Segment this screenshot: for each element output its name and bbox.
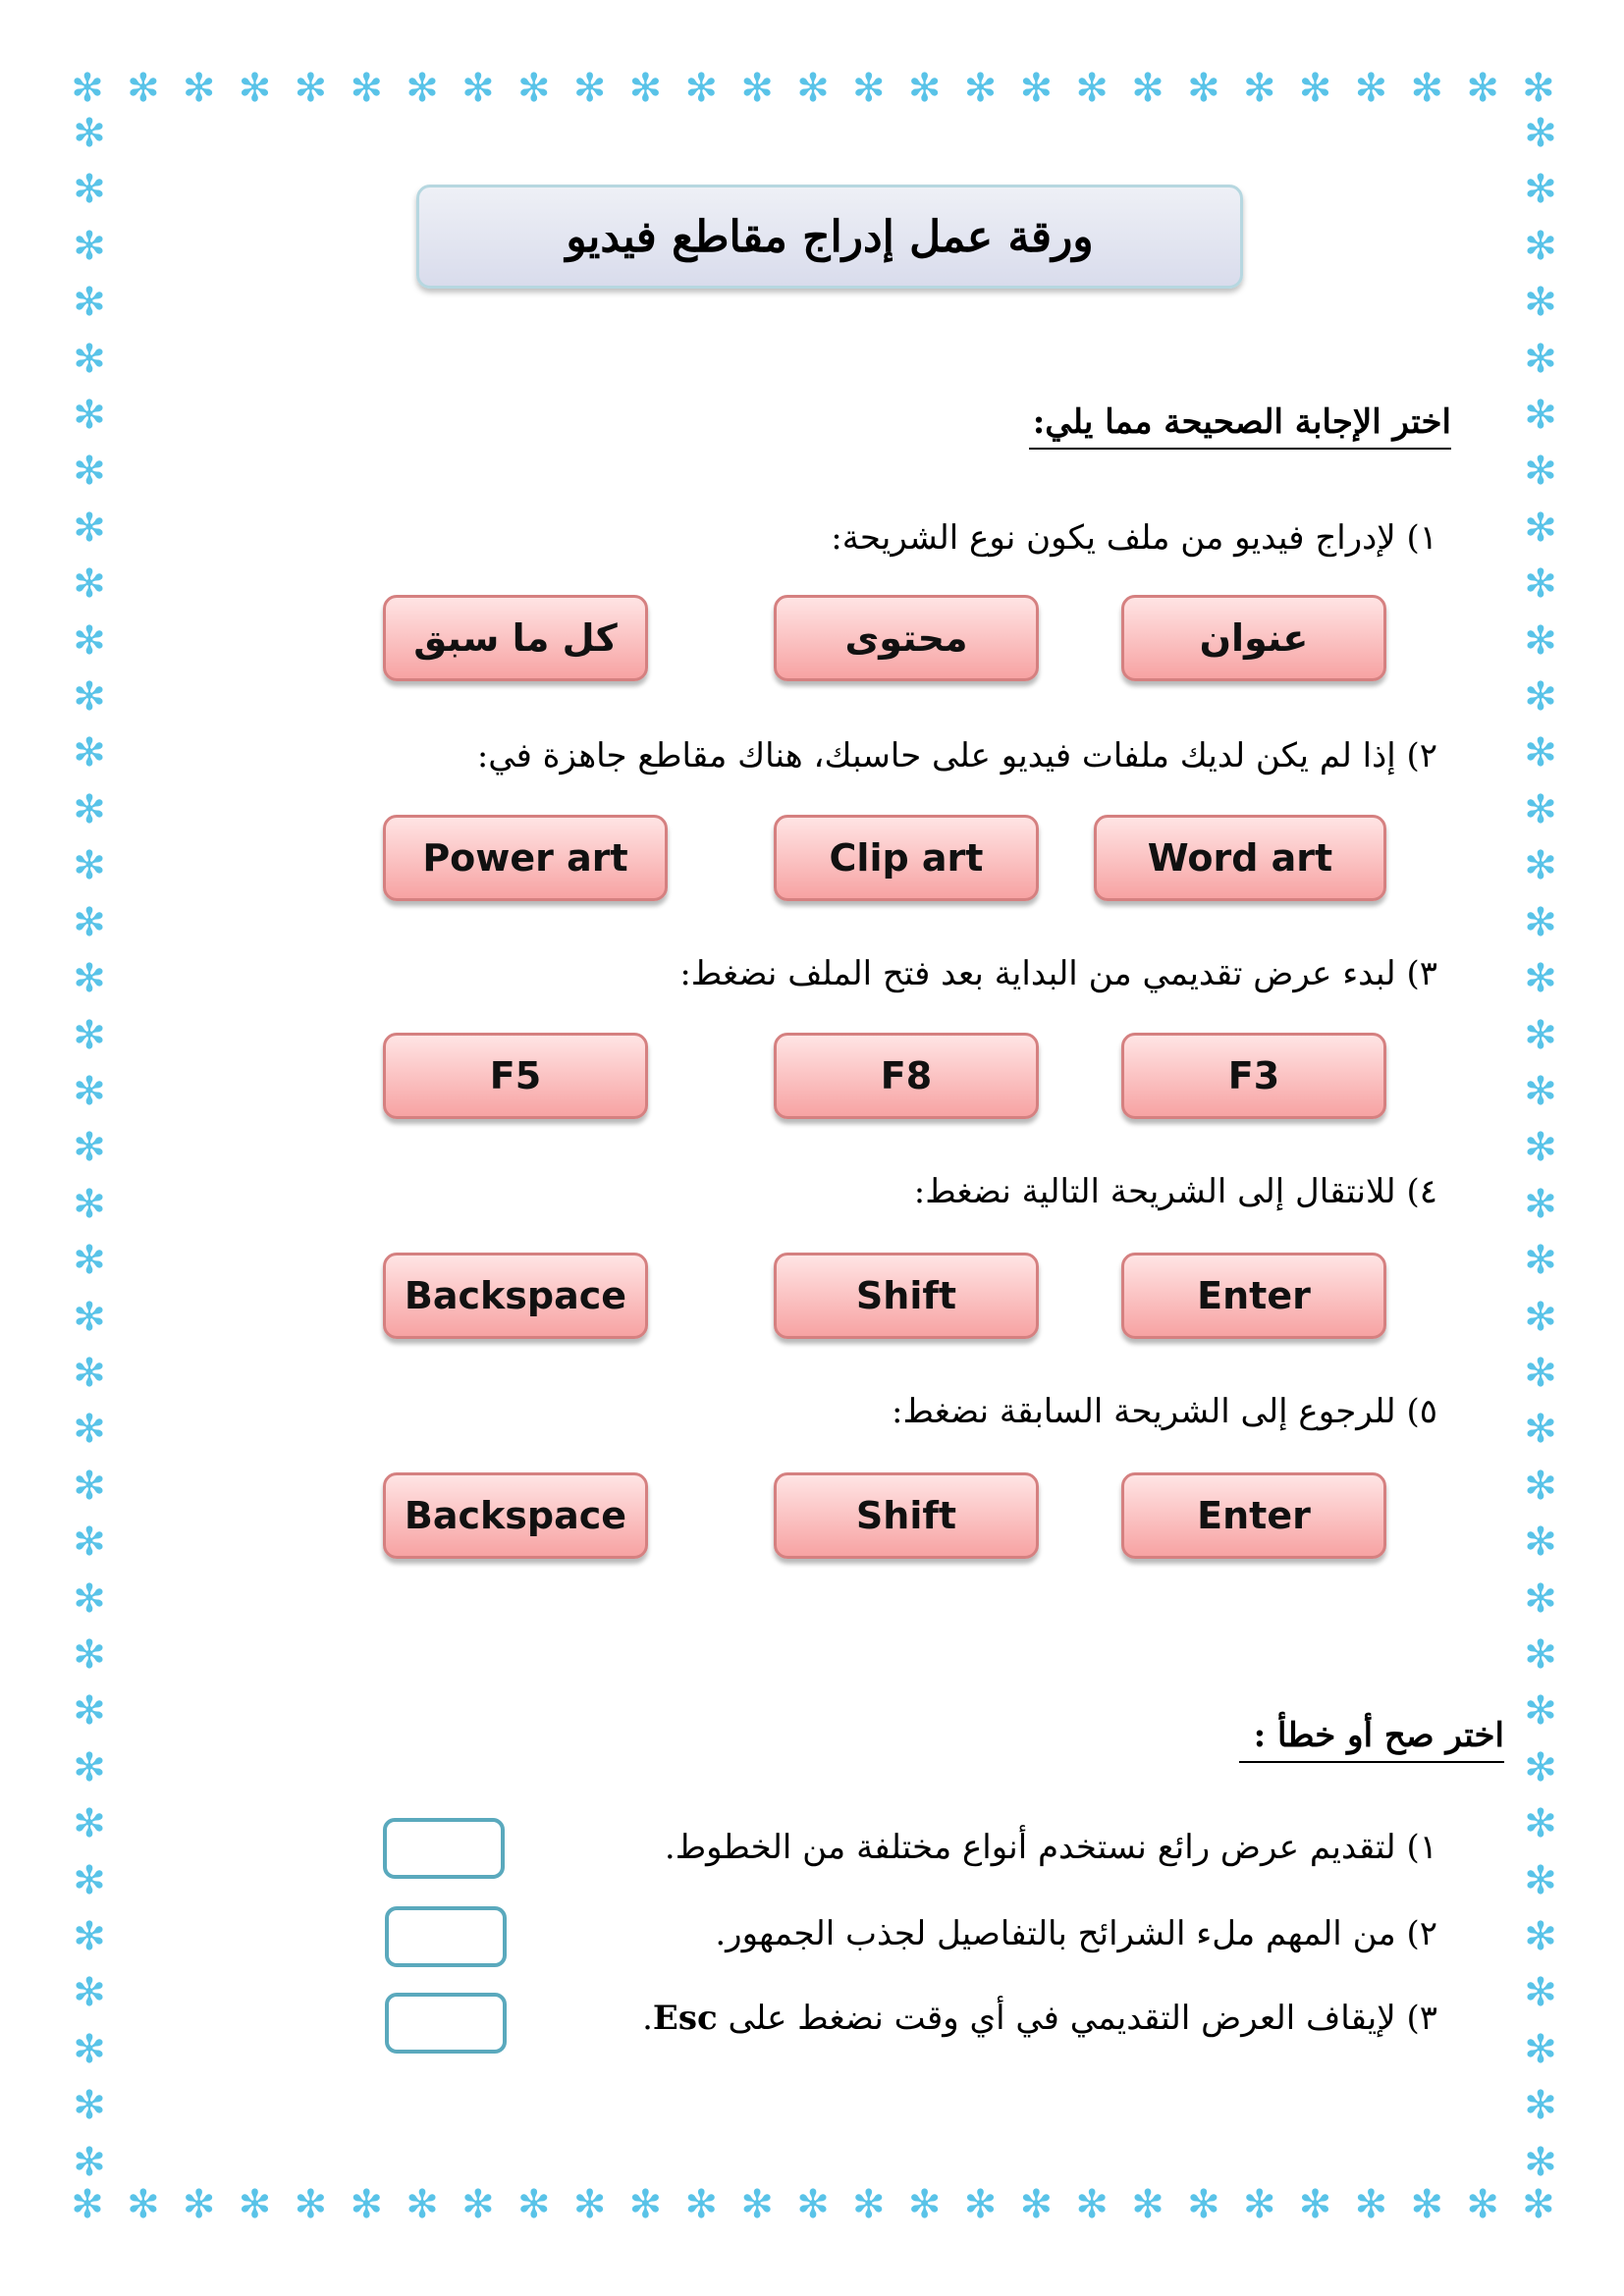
snowflake-flower-icon: ✻ <box>1524 1575 1557 1622</box>
snowflake-flower-icon: ✻ <box>73 786 106 832</box>
snowflake-flower-icon: ✻ <box>1466 2182 1499 2227</box>
snowflake-flower-icon: ✻ <box>1131 2182 1164 2227</box>
snowflake-flower-icon: ✻ <box>852 2182 886 2227</box>
snowflake-flower-icon: ✻ <box>1524 1744 1557 1790</box>
statement-3-text-after: . <box>642 1999 653 2038</box>
page-border-bottom <box>65 2182 1561 2230</box>
snowflake-flower-icon: ✻ <box>1466 66 1499 111</box>
question-2-option-1[interactable]: Word art <box>1094 815 1386 901</box>
snowflake-flower-icon: ✻ <box>238 66 272 111</box>
snowflake-flower-icon: ✻ <box>73 1520 106 1566</box>
snowflake-flower-icon: ✻ <box>1524 223 1557 269</box>
question-3-option-1[interactable]: F3 <box>1121 1033 1386 1119</box>
question-4-option-1[interactable]: Enter <box>1121 1253 1386 1339</box>
snowflake-flower-icon: ✻ <box>73 1914 106 1959</box>
snowflake-flower-icon: ✻ <box>1524 1350 1557 1396</box>
snowflake-flower-icon: ✻ <box>71 2182 104 2227</box>
question-2-text: ٢) إذا لم يكن لديك ملفات فيديو على حاسبك، هناك مقاطع جاهزة في: <box>476 736 1437 775</box>
snowflake-flower-icon: ✻ <box>1524 449 1557 495</box>
page-border-right <box>1518 111 1563 2185</box>
snowflake-flower-icon: ✻ <box>1524 2139 1557 2185</box>
snowflake-flower-icon: ✻ <box>1524 167 1557 213</box>
snowflake-flower-icon: ✻ <box>1242 2182 1276 2227</box>
snowflake-flower-icon: ✻ <box>1524 899 1557 945</box>
snowflake-flower-icon: ✻ <box>1524 730 1557 776</box>
snowflake-flower-icon: ✻ <box>1524 843 1557 889</box>
question-5-option-3[interactable]: Backspace <box>383 1472 648 1559</box>
snowflake-flower-icon: ✻ <box>73 1125 106 1171</box>
snowflake-flower-icon: ✻ <box>852 66 886 111</box>
snowflake-flower-icon: ✻ <box>684 2182 719 2227</box>
question-5-text: ٥) للرجوع إلى الشريحة السابقة نضغط: <box>892 1392 1437 1431</box>
snowflake-flower-icon: ✻ <box>1524 1181 1557 1227</box>
snowflake-flower-icon: ✻ <box>73 1970 106 2016</box>
question-4-option-2[interactable]: Shift <box>774 1253 1039 1339</box>
question-5-option-1[interactable]: Enter <box>1121 1472 1386 1559</box>
snowflake-flower-icon: ✻ <box>1524 2083 1557 2129</box>
question-1-option-2[interactable]: محتوى <box>774 595 1039 681</box>
snowflake-flower-icon: ✻ <box>350 66 383 111</box>
question-1-option-1[interactable]: عنوان <box>1121 595 1386 681</box>
snowflake-flower-icon: ✻ <box>1524 1520 1557 1566</box>
snowflake-flower-icon: ✻ <box>1524 617 1557 664</box>
snowflake-flower-icon: ✻ <box>73 336 106 382</box>
worksheet-title-text: ورقة عمل إدراج مقاطع فيديو <box>566 211 1094 262</box>
snowflake-flower-icon: ✻ <box>73 111 106 156</box>
snowflake-flower-icon: ✻ <box>73 223 106 269</box>
snowflake-flower-icon: ✻ <box>73 561 106 608</box>
snowflake-flower-icon: ✻ <box>73 1294 106 1340</box>
snowflake-flower-icon: ✻ <box>1354 2182 1388 2227</box>
snowflake-flower-icon: ✻ <box>1524 1294 1557 1340</box>
statement-3-answer-box[interactable] <box>385 1993 507 2054</box>
snowflake-flower-icon: ✻ <box>73 393 106 439</box>
snowflake-flower-icon: ✻ <box>1524 561 1557 608</box>
snowflake-flower-icon: ✻ <box>73 1631 106 1678</box>
statement-3-text-before: ٣) لإيقاف العرض التقديمي في أي وقت نضغط على <box>717 1999 1437 2038</box>
snowflake-flower-icon: ✻ <box>350 2182 383 2227</box>
esc-key-label: Esc <box>652 1999 718 2038</box>
snowflake-flower-icon: ✻ <box>1524 674 1557 721</box>
snowflake-flower-icon: ✻ <box>572 2182 607 2227</box>
snowflake-flower-icon: ✻ <box>238 2182 272 2227</box>
snowflake-flower-icon: ✻ <box>1524 1463 1557 1509</box>
snowflake-flower-icon: ✻ <box>1524 505 1557 551</box>
snowflake-flower-icon: ✻ <box>796 66 830 111</box>
snowflake-flower-icon: ✻ <box>127 2182 160 2227</box>
statement-1-text: ١) لتقديم عرض رائع نستخدم أنواع مختلفة من الخطوط. <box>664 1828 1437 1867</box>
snowflake-flower-icon: ✻ <box>1524 1688 1557 1735</box>
snowflake-flower-icon: ✻ <box>1242 66 1276 111</box>
snowflake-flower-icon: ✻ <box>73 1688 106 1735</box>
page-border-left <box>67 111 112 2185</box>
statement-2-answer-box[interactable] <box>385 1906 507 1967</box>
statement-2-text: ٢) من المهم ملء الشرائح بالتفاصيل لجذب الجمهور. <box>715 1914 1437 1953</box>
statement-3-text <box>642 1999 1437 2038</box>
snowflake-flower-icon: ✻ <box>1524 111 1557 156</box>
section-true-false-heading: اختر صح أو خطأ : <box>1239 1716 1504 1763</box>
snowflake-flower-icon: ✻ <box>73 2139 106 2185</box>
question-3-option-3[interactable]: F5 <box>383 1033 648 1119</box>
snowflake-flower-icon: ✻ <box>740 66 774 111</box>
snowflake-flower-icon: ✻ <box>1410 2182 1443 2227</box>
snowflake-flower-icon: ✻ <box>406 66 439 111</box>
question-2-option-3[interactable]: Power art <box>383 815 668 901</box>
snowflake-flower-icon: ✻ <box>1187 66 1220 111</box>
snowflake-flower-icon: ✻ <box>73 730 106 776</box>
section-multiple-choice-heading: اختر الإجابة الصحيحة مما يلي: <box>1029 402 1451 450</box>
question-4-text: ٤) للانتقال إلى الشريحة التالية نضغط: <box>913 1172 1437 1211</box>
snowflake-flower-icon: ✻ <box>73 1744 106 1790</box>
snowflake-flower-icon: ✻ <box>963 66 998 111</box>
snowflake-flower-icon: ✻ <box>740 2182 774 2227</box>
snowflake-flower-icon: ✻ <box>516 66 551 111</box>
snowflake-flower-icon: ✻ <box>1524 1068 1557 1114</box>
snowflake-flower-icon: ✻ <box>1524 336 1557 382</box>
snowflake-flower-icon: ✻ <box>73 1463 106 1509</box>
snowflake-flower-icon: ✻ <box>628 2182 663 2227</box>
snowflake-flower-icon: ✻ <box>127 66 160 111</box>
snowflake-flower-icon: ✻ <box>1524 1970 1557 2016</box>
snowflake-flower-icon: ✻ <box>907 2182 942 2227</box>
snowflake-flower-icon: ✻ <box>1524 2026 1557 2072</box>
snowflake-flower-icon: ✻ <box>182 66 216 111</box>
snowflake-flower-icon: ✻ <box>73 1350 106 1396</box>
snowflake-flower-icon: ✻ <box>73 1857 106 1903</box>
snowflake-flower-icon: ✻ <box>73 843 106 889</box>
snowflake-flower-icon: ✻ <box>73 899 106 945</box>
snowflake-flower-icon: ✻ <box>73 1407 106 1453</box>
snowflake-flower-icon: ✻ <box>1524 1407 1557 1453</box>
snowflake-flower-icon: ✻ <box>73 1575 106 1622</box>
snowflake-flower-icon: ✻ <box>1075 66 1109 111</box>
question-1-text: ١) لإدراج فيديو من ملف يكون نوع الشريحة: <box>831 518 1437 558</box>
snowflake-flower-icon: ✻ <box>73 280 106 326</box>
snowflake-flower-icon: ✻ <box>1524 1012 1557 1058</box>
snowflake-flower-icon: ✻ <box>73 505 106 551</box>
snowflake-flower-icon: ✻ <box>1131 66 1164 111</box>
snowflake-flower-icon: ✻ <box>294 66 328 111</box>
snowflake-flower-icon: ✻ <box>1524 1125 1557 1171</box>
question-3-option-2[interactable]: F8 <box>774 1033 1039 1119</box>
snowflake-flower-icon: ✻ <box>73 1801 106 1847</box>
snowflake-flower-icon: ✻ <box>461 66 495 111</box>
snowflake-flower-icon: ✻ <box>1524 956 1557 1002</box>
snowflake-flower-icon: ✻ <box>73 1012 106 1058</box>
worksheet-title <box>416 185 1243 289</box>
snowflake-flower-icon: ✻ <box>1524 1238 1557 1284</box>
question-4-option-3[interactable]: Backspace <box>383 1253 648 1339</box>
snowflake-flower-icon: ✻ <box>73 956 106 1002</box>
snowflake-flower-icon: ✻ <box>516 2182 551 2227</box>
snowflake-flower-icon: ✻ <box>73 2083 106 2129</box>
snowflake-flower-icon: ✻ <box>73 1238 106 1284</box>
snowflake-flower-icon: ✻ <box>294 2182 328 2227</box>
snowflake-flower-icon: ✻ <box>406 2182 439 2227</box>
snowflake-flower-icon: ✻ <box>73 1068 106 1114</box>
snowflake-flower-icon: ✻ <box>73 1181 106 1227</box>
snowflake-flower-icon: ✻ <box>963 2182 998 2227</box>
snowflake-flower-icon: ✻ <box>73 2026 106 2072</box>
snowflake-flower-icon: ✻ <box>1522 2182 1555 2227</box>
snowflake-flower-icon: ✻ <box>1187 2182 1220 2227</box>
snowflake-flower-icon: ✻ <box>1354 66 1388 111</box>
snowflake-flower-icon: ✻ <box>1524 280 1557 326</box>
snowflake-flower-icon: ✻ <box>1019 2182 1054 2227</box>
snowflake-flower-icon: ✻ <box>796 2182 830 2227</box>
snowflake-flower-icon: ✻ <box>73 449 106 495</box>
snowflake-flower-icon: ✻ <box>71 66 104 111</box>
question-1-option-3[interactable]: كل ما سبق <box>383 595 648 681</box>
snowflake-flower-icon: ✻ <box>628 66 663 111</box>
snowflake-flower-icon: ✻ <box>1019 66 1054 111</box>
snowflake-flower-icon: ✻ <box>461 2182 495 2227</box>
snowflake-flower-icon: ✻ <box>73 167 106 213</box>
question-2-option-2[interactable]: Clip art <box>774 815 1039 901</box>
snowflake-flower-icon: ✻ <box>1524 1631 1557 1678</box>
snowflake-flower-icon: ✻ <box>684 66 719 111</box>
statement-1-answer-box[interactable] <box>383 1818 505 1879</box>
question-5-option-2[interactable]: Shift <box>774 1472 1039 1559</box>
snowflake-flower-icon: ✻ <box>73 674 106 721</box>
snowflake-flower-icon: ✻ <box>73 617 106 664</box>
question-3-text: ٣) لبدء عرض تقديمي من البداية بعد فتح الملف نضغط: <box>679 954 1437 993</box>
snowflake-flower-icon: ✻ <box>1075 2182 1109 2227</box>
snowflake-flower-icon: ✻ <box>182 2182 216 2227</box>
page-border-top <box>65 66 1561 114</box>
snowflake-flower-icon: ✻ <box>1522 66 1555 111</box>
snowflake-flower-icon: ✻ <box>1524 1914 1557 1959</box>
snowflake-flower-icon: ✻ <box>1524 393 1557 439</box>
snowflake-flower-icon: ✻ <box>907 66 942 111</box>
snowflake-flower-icon: ✻ <box>1524 1801 1557 1847</box>
snowflake-flower-icon: ✻ <box>1524 1857 1557 1903</box>
snowflake-flower-icon: ✻ <box>572 66 607 111</box>
snowflake-flower-icon: ✻ <box>1410 66 1443 111</box>
snowflake-flower-icon: ✻ <box>1298 2182 1332 2227</box>
snowflake-flower-icon: ✻ <box>1524 786 1557 832</box>
snowflake-flower-icon: ✻ <box>1298 66 1332 111</box>
